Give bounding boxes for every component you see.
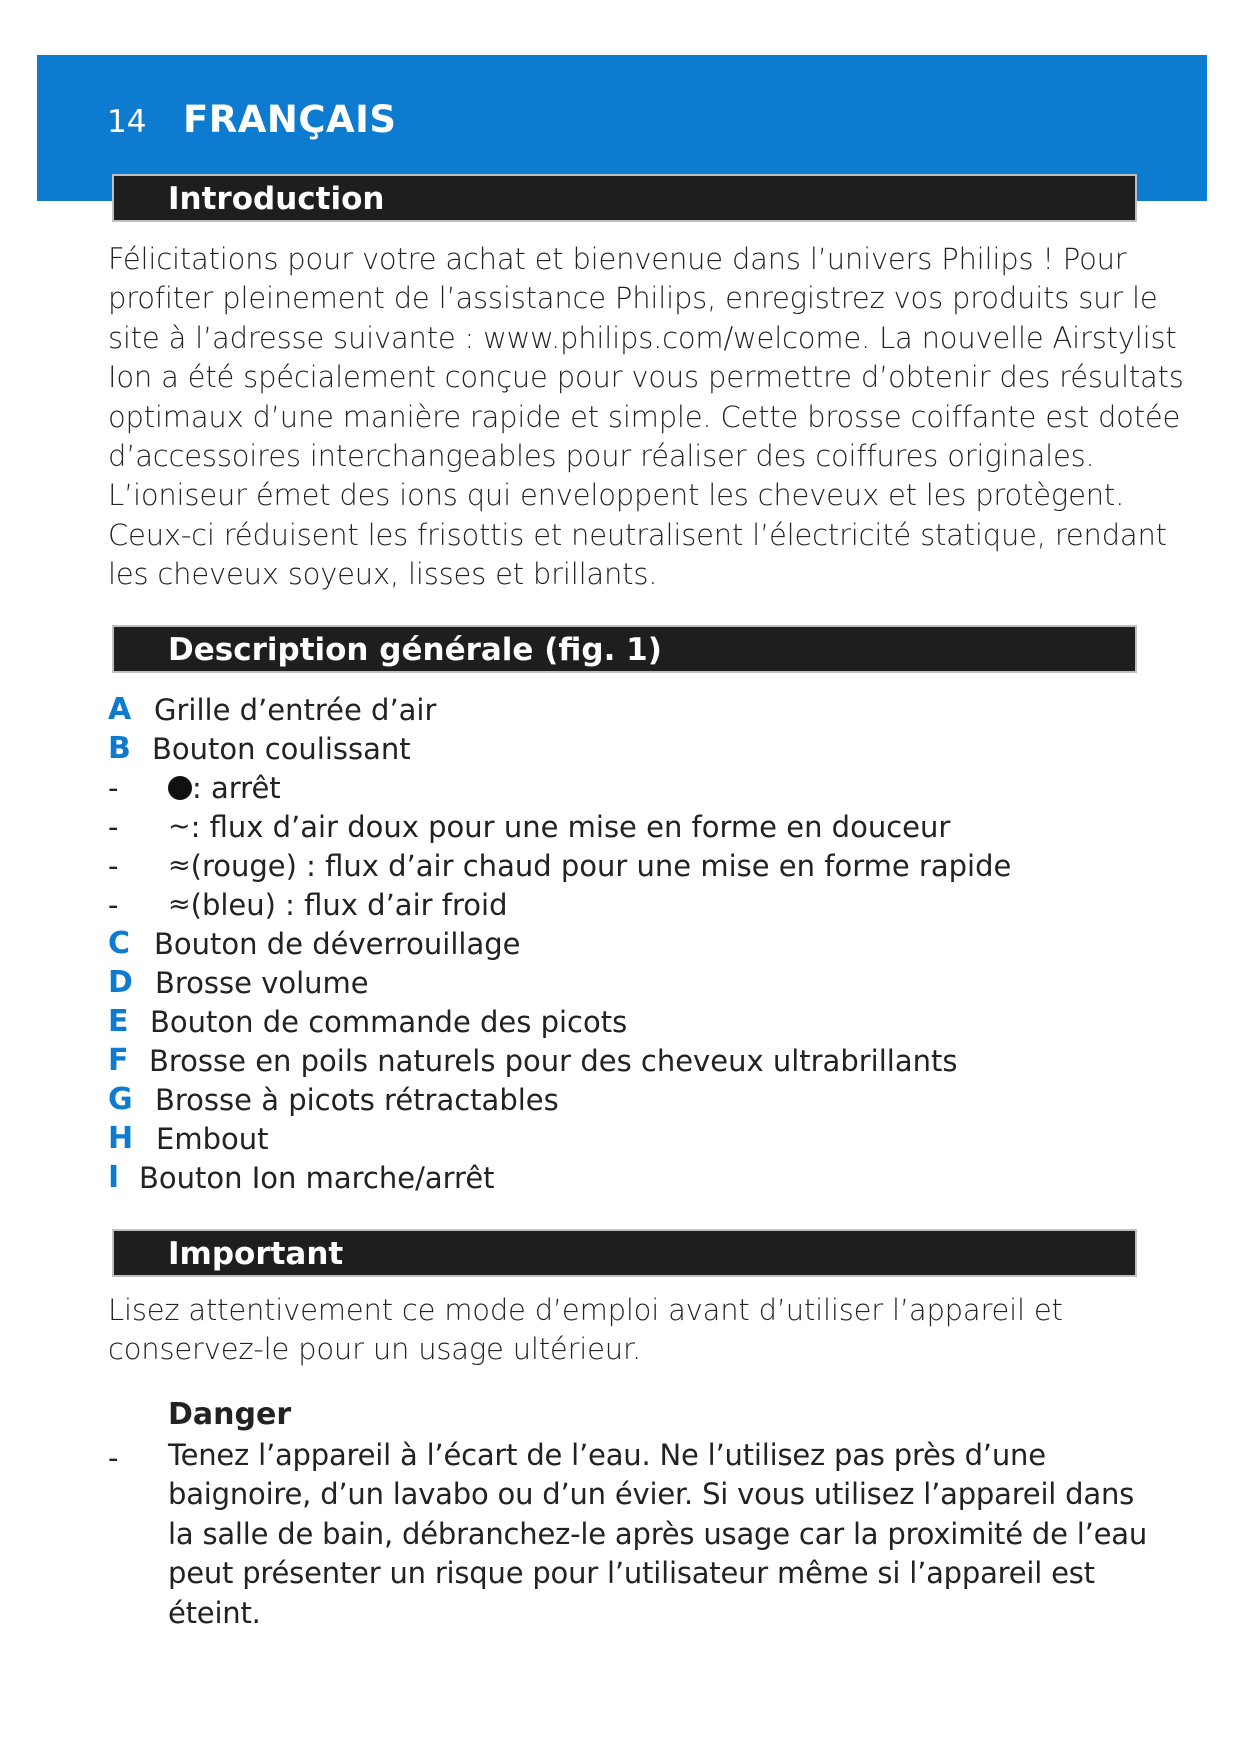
sub-item-text: (rouge) : flux d’air chaud pour une mise en forme rapide: [190, 848, 1012, 883]
language-title: FRANÇAIS: [183, 98, 397, 141]
item-text: Grille d’entrée d’air: [154, 692, 437, 727]
sub-item-text: : arrêt: [192, 770, 281, 805]
item-letter: A: [108, 692, 132, 727]
item-text: Bouton de déverrouillage: [154, 926, 521, 961]
item-letter: H: [108, 1121, 134, 1156]
sub-item-hot: [108, 846, 1011, 885]
item-letter: D: [108, 965, 133, 1000]
section-header-introduction: [112, 174, 1137, 222]
list-item-i: [108, 1158, 495, 1197]
dash: -: [108, 1441, 119, 1475]
dash: -: [108, 848, 119, 883]
introduction-paragraph: Félicitations pour votre achat et bienvenue dans l’univers Philips ! Pour profiter pleinement de l’assistance Philips, enregistrez vos produits sur le site à l’adresse suivante : www.philips.com/welcome. La nouvelle Airstylist Ion a été spécialement conçue pour vous permettre d’obtenir des résultats optimaux d’une manière rapide et simple. Cette brosse coiffante est dotée d’accessoires interchangeables pour réaliser des coiffures originales. L’ioniseur émet des ions qui enveloppent les cheveux et les protègent. Ceux-ci réduisent les frisottis et neutralisent l’électricité statique, rendant les cheveux soyeux, lisses et brillants.: [108, 242, 1184, 592]
item-letter: B: [108, 731, 131, 766]
list-item-d: [108, 963, 369, 1002]
dash: -: [108, 770, 119, 805]
item-text: Brosse à picots rétractables: [155, 1082, 559, 1117]
danger-text: Tenez l’appareil à l’écart de l’eau. Ne l’utilisez pas près d’une baignoire, d’un lavabo ou d’un évier. Si vous utilisez l’appareil dans la salle de bain, débranchez-le après usage car la proximité de l’eau peut présenter un risque pour l’utilisateur même si l’appareil est éteint.: [168, 1438, 1148, 1630]
item-text: Bouton Ion marche/arrêt: [139, 1160, 495, 1195]
dash: -: [108, 809, 119, 844]
list-item-b: [108, 729, 411, 768]
item-text: Brosse en poils naturels pour des cheveux ultrabrillants: [149, 1043, 958, 1078]
list-item-a: [108, 690, 436, 729]
list-item-h: [108, 1119, 268, 1158]
list-item-g: [108, 1080, 559, 1119]
item-text: Bouton coulissant: [152, 731, 411, 766]
item-letter: E: [108, 1004, 129, 1039]
hot-airflow-icon: ≈: [168, 850, 191, 881]
section-title: Important: [168, 1236, 344, 1272]
item-letter: I: [108, 1160, 120, 1195]
gentle-airflow-icon: ~: [168, 811, 191, 842]
section-title: Description générale (fig. 1): [168, 632, 662, 668]
section-header-important: [112, 1229, 1137, 1277]
page-number: 14: [107, 104, 147, 140]
important-paragraph: Lisez attentivement ce mode d’emploi avant d’utiliser l’appareil et conservez-le pour un usage ultérieur.: [108, 1293, 1063, 1367]
sub-item-gentle: [108, 807, 950, 846]
dash: -: [108, 887, 119, 922]
item-letter: C: [108, 926, 131, 961]
item-text: Brosse volume: [155, 965, 369, 1000]
item-text: Embout: [156, 1121, 269, 1156]
section-title: Introduction: [168, 181, 385, 217]
sub-item-text: : flux d’air doux pour une mise en forme en douceur: [190, 809, 951, 844]
sub-item-cool: [108, 885, 507, 924]
cool-airflow-icon: ≈: [168, 889, 191, 920]
item-text: Bouton de commande des picots: [150, 1004, 628, 1039]
sub-item-text: (bleu) : flux d’air froid: [190, 887, 508, 922]
item-letter: G: [108, 1082, 133, 1117]
list-item-f: [108, 1041, 957, 1080]
list-item-c: [108, 924, 520, 963]
list-item-e: [108, 1002, 627, 1041]
danger-heading: Danger: [168, 1397, 292, 1432]
item-letter: F: [108, 1043, 129, 1078]
off-dot-icon: [168, 776, 192, 800]
sub-item-off: [108, 768, 281, 807]
section-header-description: [112, 625, 1137, 673]
